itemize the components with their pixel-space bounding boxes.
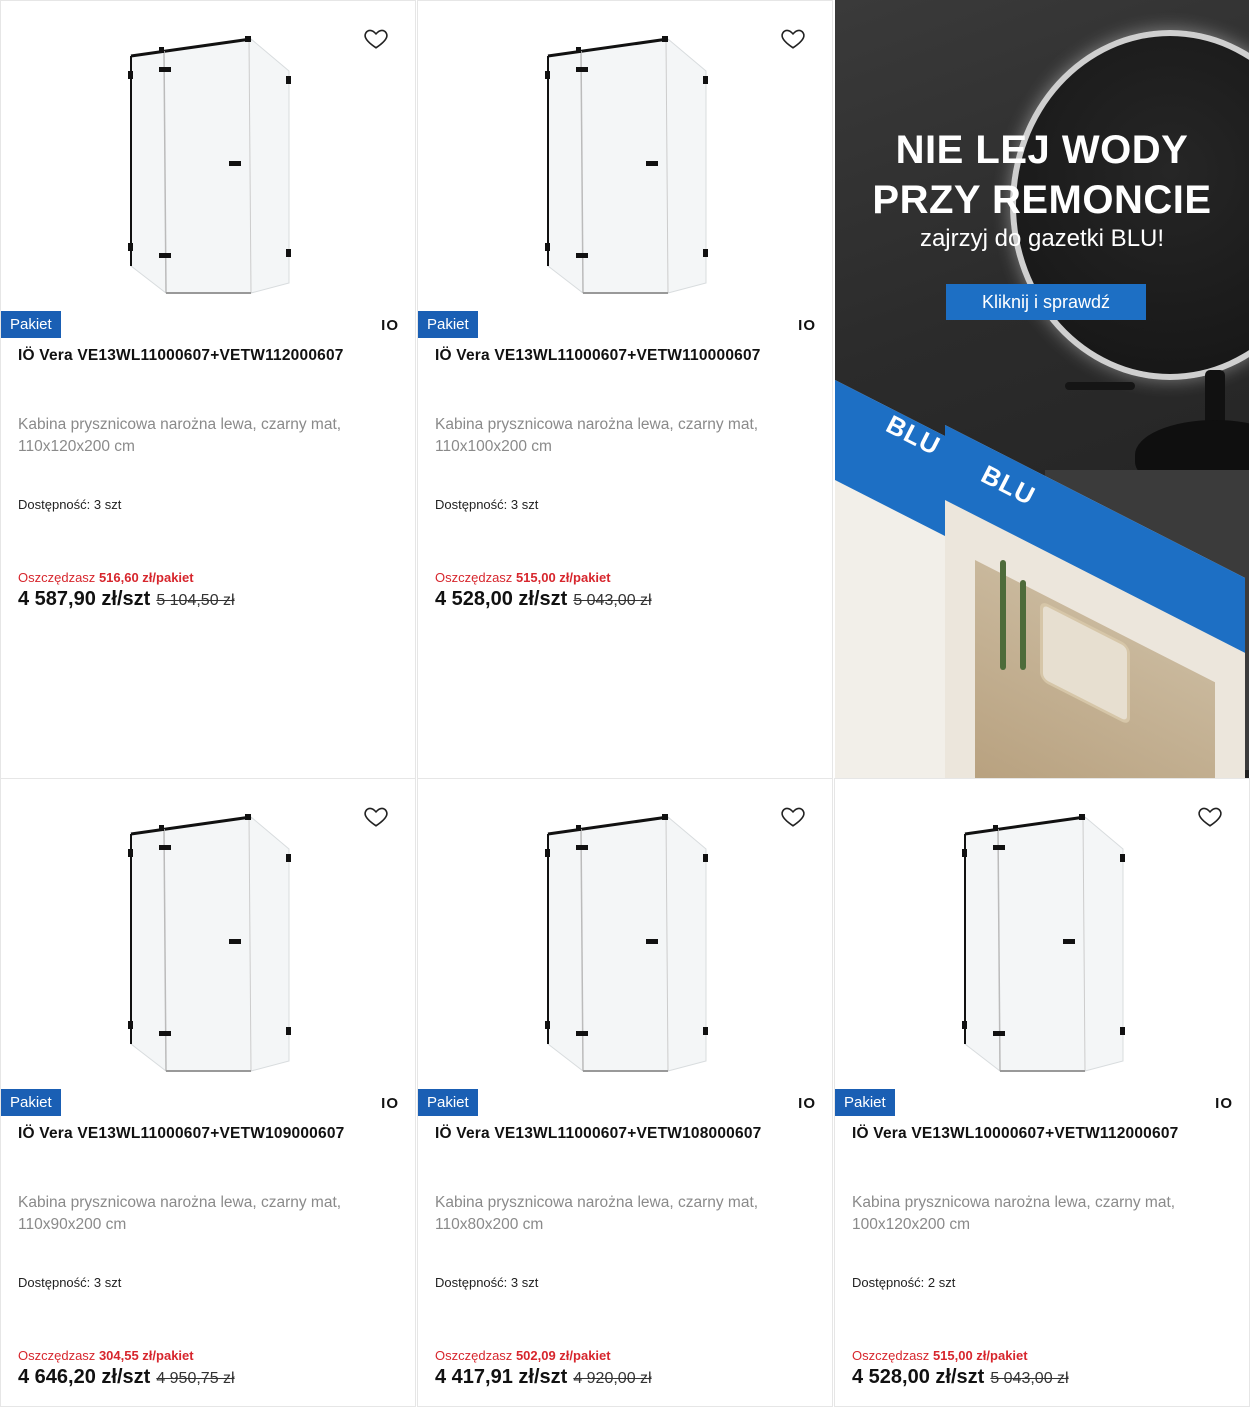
banner-cta-button[interactable]: Kliknij i sprawdź: [946, 284, 1146, 320]
product-description: Kabina prysznicowa narożna lewa, czarny mat, 110x90x200 cm: [18, 1194, 342, 1233]
product-card[interactable]: [417, 0, 833, 779]
savings-value: 515,00 zł/pakiet: [932, 1348, 1028, 1363]
savings-value: 304,55 zł/pakiet: [98, 1348, 194, 1363]
availability-value: 3 szt: [510, 1275, 539, 1290]
product-card[interactable]: [417, 778, 833, 1407]
old-price: 5 043,00 zł: [990, 1370, 1069, 1387]
old-price: 5 104,50 zł: [156, 592, 235, 609]
brand-logo: IO: [381, 317, 399, 334]
availability-value: 3 szt: [93, 1275, 122, 1290]
package-badge: Pakiet: [1, 1089, 61, 1116]
product-image[interactable]: [835, 779, 1249, 1087]
package-badge: Pakiet: [835, 1089, 895, 1116]
price-line: [435, 1366, 652, 1389]
availability: Dostępność: 3 szt: [435, 1275, 539, 1290]
availability-value: 3 szt: [93, 497, 122, 512]
current-price: 4 528,00 zł/szt: [435, 588, 568, 610]
savings-value: 516,60 zł/pakiet: [98, 570, 194, 585]
availability: Dostępność: 3 szt: [18, 1275, 122, 1290]
package-badge: Pakiet: [1, 311, 61, 338]
product-title[interactable]: IÖ Vera VE13WL11000607+VETW110000607: [435, 347, 761, 364]
savings: Oszczędzasz 515,00 zł/pakiet: [435, 570, 611, 585]
heart-icon[interactable]: [780, 803, 806, 829]
heart-icon[interactable]: [363, 803, 389, 829]
blu-logo: BLU: [976, 458, 1041, 512]
old-price: 5 043,00 zł: [573, 592, 652, 609]
current-price: 4 528,00 zł/szt: [852, 1366, 985, 1388]
savings: Oszczędzasz 516,60 zł/pakiet: [18, 570, 194, 585]
banner-headline-line1: NIE LEJ WODY: [895, 128, 1189, 172]
product-card[interactable]: [834, 778, 1250, 1407]
price-line: [852, 1366, 1069, 1389]
availability: Dostępność: 3 szt: [18, 497, 122, 512]
product-title[interactable]: IÖ Vera VE13WL10000607+VETW112000607: [852, 1125, 1179, 1142]
product-card[interactable]: [0, 0, 416, 779]
product-description: Kabina prysznicowa narożna lewa, czarny mat, 110x100x200 cm: [435, 416, 759, 455]
product-card[interactable]: [0, 778, 416, 1407]
shower-cabin-image: [121, 809, 301, 1079]
brand-logo: IO: [1215, 1095, 1233, 1112]
heart-icon[interactable]: [780, 25, 806, 51]
package-badge: Pakiet: [418, 311, 478, 338]
availability: Dostępność: 2 szt: [852, 1275, 956, 1290]
current-price: 4 417,91 zł/szt: [435, 1366, 568, 1388]
package-badge: Pakiet: [418, 1089, 478, 1116]
promo-banner[interactable]: [835, 0, 1249, 778]
price-line: [435, 588, 652, 611]
banner-faucet-image: [1065, 382, 1135, 390]
product-description: Kabina prysznicowa narożna lewa, czarny mat, 100x120x200 cm: [852, 1194, 1176, 1233]
product-description: Kabina prysznicowa narożna lewa, czarny mat, 110x80x200 cm: [435, 1194, 759, 1233]
product-title[interactable]: IÖ Vera VE13WL11000607+VETW109000607: [18, 1125, 345, 1142]
availability-value: 2 szt: [927, 1275, 956, 1290]
old-price: 4 920,00 zł: [573, 1370, 652, 1387]
savings: Oszczędzasz 304,55 zł/pakiet: [18, 1348, 194, 1363]
availability-value: 3 szt: [510, 497, 539, 512]
shower-cabin-image: [538, 31, 718, 301]
brand-logo: IO: [381, 1095, 399, 1112]
banner-headline-line2: PRZY REMONCIE: [872, 178, 1212, 222]
brochure-plant: [1000, 560, 1006, 670]
availability: Dostępność: 3 szt: [435, 497, 539, 512]
savings-value: 515,00 zł/pakiet: [515, 570, 611, 585]
heart-icon[interactable]: [363, 25, 389, 51]
shower-cabin-image: [955, 809, 1135, 1079]
banner-subtitle: zajrzyj do gazetki BLU!: [919, 225, 1165, 252]
brand-logo: IO: [798, 317, 816, 334]
blu-logo: BLU: [881, 408, 946, 462]
product-image[interactable]: [1, 779, 415, 1087]
savings: Oszczędzasz 502,09 zł/pakiet: [435, 1348, 611, 1363]
old-price: 4 950,75 zł: [156, 1370, 235, 1387]
product-description: Kabina prysznicowa narożna lewa, czarny mat, 110x120x200 cm: [18, 416, 342, 455]
price-line: [18, 588, 235, 611]
current-price: 4 587,90 zł/szt: [18, 588, 151, 610]
product-image[interactable]: [418, 779, 832, 1087]
current-price: 4 646,20 zł/szt: [18, 1366, 151, 1388]
price-line: [18, 1366, 235, 1389]
savings-value: 502,09 zł/pakiet: [515, 1348, 611, 1363]
product-image[interactable]: [1, 1, 415, 309]
product-title[interactable]: IÖ Vera VE13WL11000607+VETW108000607: [435, 1125, 762, 1142]
shower-cabin-image: [121, 31, 301, 301]
heart-icon[interactable]: [1197, 803, 1223, 829]
product-title[interactable]: IÖ Vera VE13WL11000607+VETW112000607: [18, 347, 344, 364]
savings: Oszczędzasz 515,00 zł/pakiet: [852, 1348, 1028, 1363]
product-image[interactable]: [418, 1, 832, 309]
brochure-plant: [1020, 580, 1026, 670]
brand-logo: IO: [798, 1095, 816, 1112]
shower-cabin-image: [538, 809, 718, 1079]
